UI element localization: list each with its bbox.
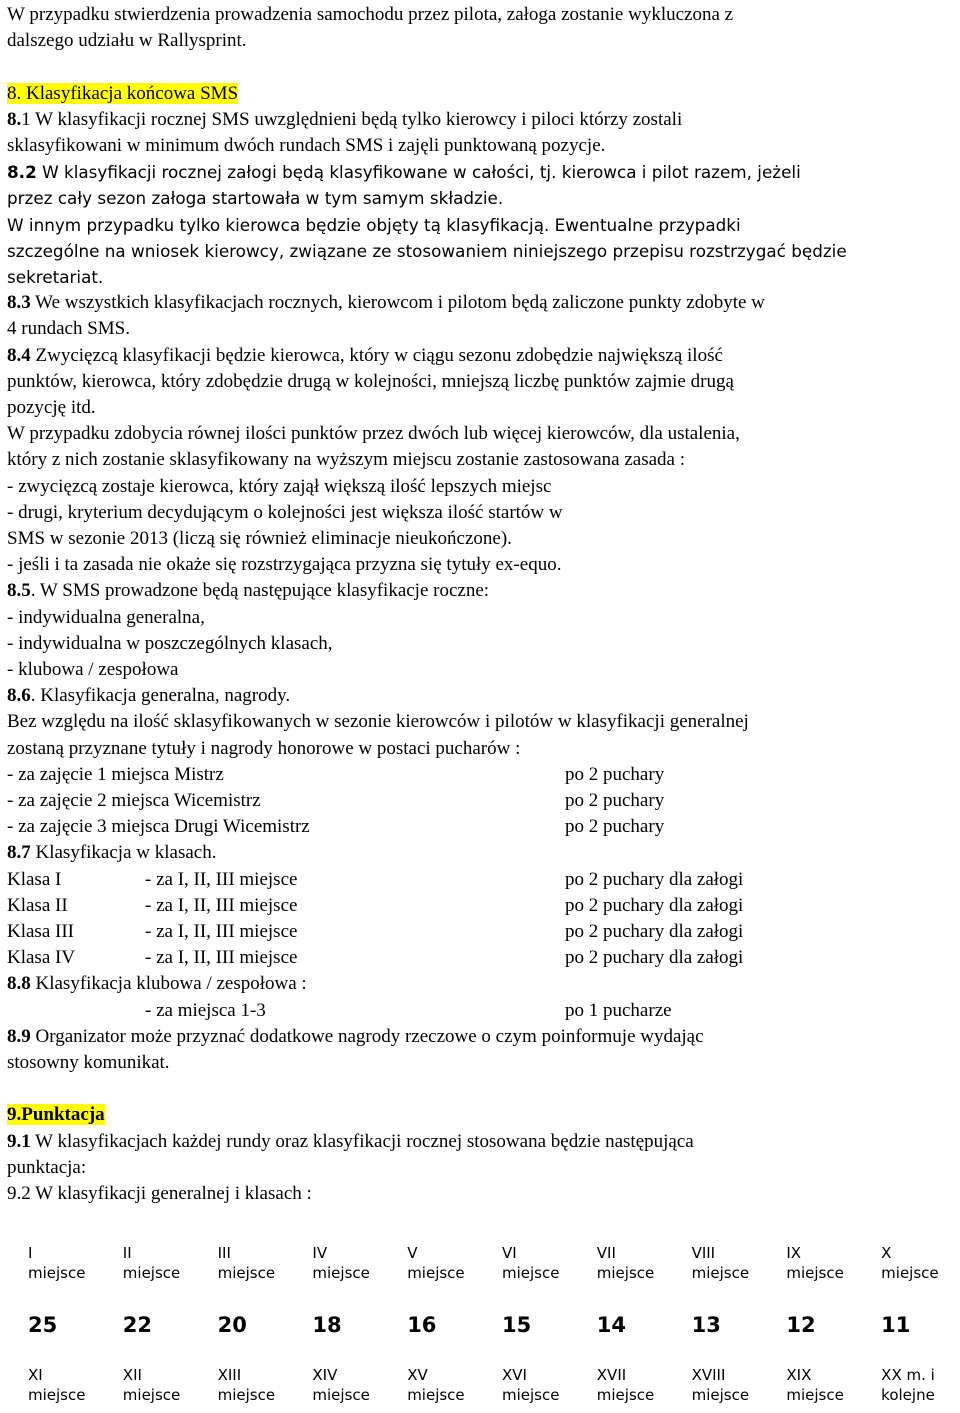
award-row	[7, 788, 957, 814]
points-table-row-positions-2	[12, 1357, 960, 1413]
position-caption: miejsce	[312, 1264, 370, 1282]
class-name: Klasa I	[7, 868, 62, 890]
intro-line-1: W przypadku stwierdzenia prowadzenia samochodu przez pilota, załoga zostanie wykluczona z	[7, 4, 734, 25]
paragraph-text: Organizator może przyznać dodatkowe nagrody rzeczowe o czym poinformuje wydając	[30, 1025, 704, 1047]
position-label: VIII	[691, 1244, 716, 1262]
paragraph-8-2-line-2: przez cały sezon załoga startowała w tym samym składzie.	[7, 188, 504, 209]
paragraph-text: 1 W klasyfikacji rocznej SMS uwzględnieni będą tylko kierowcy i piloci którzy zostali	[21, 108, 683, 130]
paragraph-8-5-line-4: - klubowa / zespołowa	[7, 659, 179, 681]
points-table-row-positions	[12, 1233, 960, 1301]
position-caption: miejsce	[217, 1264, 276, 1282]
class-name: Klasa IV	[7, 947, 76, 969]
position-label: IV	[312, 1244, 328, 1262]
table-cell	[296, 1233, 391, 1301]
intro-line-2: dalszego udziału w Rallysprint.	[7, 30, 247, 52]
table-cell	[391, 1357, 486, 1413]
table-cell	[486, 1357, 581, 1413]
paragraph-8-3-line-2: 4 rundach SMS.	[7, 318, 130, 340]
class-places: - za I, II, III miejsce	[145, 868, 298, 890]
award-prize: po 2 puchary	[565, 790, 665, 812]
paragraph-9-1-line-1	[7, 1129, 957, 1155]
class-places: - za I, II, III miejsce	[145, 947, 298, 969]
points-value: 25	[28, 1313, 58, 1337]
position-caption: miejsce	[691, 1264, 750, 1282]
award-row	[7, 762, 957, 788]
section-9-heading	[7, 1102, 957, 1128]
paragraph-8-5-line-1	[7, 578, 957, 604]
paragraph-8-5-line-3: - indywidualna w poszczególnych klasach,	[7, 632, 333, 654]
paragraph-8-1-line-1	[7, 107, 957, 133]
paragraph-number: 8.6	[7, 685, 31, 707]
table-cell	[770, 1357, 865, 1413]
paragraph-8-6-line-3: zostaną przyznane tytuły i nagrody honorowe w postaci pucharów :	[7, 737, 521, 759]
position-label: I	[28, 1244, 33, 1262]
class-places: - za I, II, III miejsce	[145, 894, 298, 916]
club-award-row	[7, 998, 957, 1024]
paragraph-text: Klasyfikacja klubowa / zespołowa :	[30, 973, 307, 995]
paragraph-number: 8.9	[7, 1025, 31, 1047]
class-prize: po 2 puchary dla załogi	[565, 894, 744, 916]
paragraph-text: . Klasyfikacja generalna, nagrody.	[30, 685, 291, 707]
award-label: - za zajęcie 2 miejsca Wicemistrz	[7, 790, 261, 812]
points-value: 15	[501, 1313, 532, 1337]
class-row	[7, 919, 957, 945]
paragraph-8-4-line-1	[7, 343, 957, 369]
class-row	[7, 945, 957, 971]
position-caption: miejsce	[312, 1386, 370, 1404]
position-caption: miejsce	[596, 1264, 655, 1282]
paragraph-8-5-line-2: - indywidualna generalna,	[7, 606, 205, 628]
position-label: III	[217, 1244, 231, 1262]
spacer	[7, 1076, 957, 1102]
position-label: XVI	[501, 1366, 527, 1384]
paragraph-8-2-line-1	[7, 159, 957, 185]
position-caption: miejsce	[122, 1264, 181, 1282]
points-table	[12, 1233, 960, 1413]
position-caption: miejsce	[217, 1386, 276, 1404]
position-caption: miejsce	[28, 1264, 86, 1282]
points-value: 11	[881, 1313, 911, 1337]
position-caption: miejsce	[786, 1264, 844, 1282]
paragraph-number: 2	[25, 162, 37, 183]
position-label: IX	[786, 1244, 802, 1262]
position-label: XX m. i	[881, 1366, 935, 1384]
table-cell	[12, 1357, 107, 1413]
position-label: XI	[28, 1366, 43, 1384]
paragraph-text: W klasyfikacjach każdej rundy oraz klasyfikacji rocznej stosowana będzie następująca	[30, 1130, 694, 1152]
table-cell	[12, 1233, 107, 1301]
paragraph-8-4-line-5: który z nich zostanie sklasyfikowany na wyższym miejscu zostanie zastosowana zasada :	[7, 449, 685, 471]
points-value: 18	[312, 1313, 342, 1337]
position-label: XIII	[217, 1366, 242, 1384]
paragraph-text: Zwycięzcą klasyfikacji będzie kierowca, który w ciągu sezonu zdobędzie największą ilość	[30, 344, 723, 366]
paragraph-8-9-line-1	[7, 1024, 957, 1050]
position-label: X	[881, 1244, 892, 1262]
paragraph-number: 8.	[7, 162, 26, 183]
class-row	[7, 893, 957, 919]
position-label: XV	[407, 1366, 428, 1384]
table-cell	[296, 1357, 391, 1413]
position-caption: miejsce	[122, 1386, 181, 1404]
paragraph-text: Klasyfikacja w klasach.	[30, 842, 217, 864]
points-value: 16	[407, 1313, 437, 1337]
position-label: V	[407, 1244, 418, 1262]
table-cell	[107, 1357, 202, 1413]
document-page	[7, 0, 957, 1207]
position-label: VII	[596, 1244, 616, 1262]
position-label: II	[122, 1244, 132, 1262]
position-caption: miejsce	[691, 1386, 750, 1404]
class-prize: po 2 puchary dla załogi	[565, 921, 744, 943]
position-caption: miejsce	[596, 1386, 655, 1404]
paragraph-8-6-line-2: Bez względu na ilość sklasyfikowanych w sezonie kierowców i pilotów w klasyfikacji generalnej	[7, 711, 749, 733]
award-prize: po 2 puchary	[565, 763, 665, 785]
position-label: XVII	[596, 1366, 627, 1384]
paragraph-8-4-line-9: - jeśli i ta zasada nie okaże się rozstrzygająca przyzna się tytuły ex-equo.	[7, 554, 562, 576]
paragraph-8-4-line-2: punktów, kierowca, który zdobędzie drugą w kolejności, mniejszą liczbę punktów zajmie drugą	[7, 370, 734, 392]
table-cell	[486, 1233, 581, 1301]
paragraph-8-4-line-4: W przypadku zdobycia równej ilości punktów przez dwóch lub więcej kierowców, dla ustalenia,	[7, 423, 740, 445]
paragraph-number: 9.1	[7, 1130, 31, 1152]
table-cell	[202, 1233, 297, 1301]
position-caption: miejsce	[407, 1386, 465, 1404]
spacer	[7, 54, 957, 80]
paragraph-8-4-line-7: - drugi, kryterium decydującym o kolejności jest większa ilość startów w	[7, 501, 563, 523]
paragraph-number: 8.8	[7, 973, 31, 995]
paragraph-number: 8.5	[7, 580, 31, 602]
class-prize: po 2 puchary dla załogi	[565, 947, 744, 969]
paragraph-8-4-line-3: pozycję itd.	[7, 397, 96, 419]
paragraph-8-8-line-1	[7, 971, 957, 997]
paragraph-number: 8.4	[7, 344, 31, 366]
class-places: - za I, II, III miejsce	[145, 921, 298, 943]
table-cell	[770, 1233, 865, 1301]
club-prize: po 1 pucharze	[565, 999, 672, 1021]
table-cell	[391, 1233, 486, 1301]
class-name: Klasa III	[7, 921, 74, 943]
paragraph-number: 8.	[7, 108, 22, 130]
points-value: 13	[691, 1313, 721, 1337]
points-value: 20	[217, 1313, 247, 1337]
award-row	[7, 814, 957, 840]
paragraph-8-7-line-1	[7, 840, 957, 866]
position-caption: kolejne	[881, 1386, 935, 1404]
table-cell	[865, 1233, 960, 1301]
position-label: XVIII	[691, 1366, 726, 1384]
award-label: - za zajęcie 3 miejsca Drugi Wicemistrz	[7, 816, 310, 838]
paragraph-9-2: 9.2 W klasyfikacji generalnej i klasach :	[7, 1182, 312, 1204]
table-cell	[107, 1233, 202, 1301]
position-caption: miejsce	[501, 1386, 560, 1404]
award-prize: po 2 puchary	[565, 816, 665, 838]
section-8-heading-text: 8. Klasyfikacja końcowa SMS	[7, 82, 239, 104]
paragraph-text: . W SMS prowadzone będą następujące klasyfikacje roczne:	[30, 580, 490, 602]
table-cell	[581, 1233, 676, 1301]
table-cell	[676, 1233, 771, 1301]
paragraph-8-4-line-6: - zwycięzcą zostaje kierowca, który zajął większą ilość lepszych miejsc	[7, 475, 552, 497]
position-label: XII	[122, 1366, 142, 1384]
paragraph-8-3-line-1	[7, 290, 957, 316]
paragraph-8-1-line-2: sklasyfikowani w minimum dwóch rundach SMS i zajęli punktowaną pozycje.	[7, 135, 606, 156]
position-caption: miejsce	[407, 1264, 465, 1282]
paragraph-8-2-line-5: sekretariat.	[7, 267, 104, 288]
position-label: XIX	[786, 1366, 812, 1384]
section-8-heading	[7, 81, 957, 107]
paragraph-8-4-line-8: SMS w sezonie 2013 (liczą się również eliminacje nieukończone).	[7, 528, 512, 550]
table-cell	[202, 1357, 297, 1413]
paragraph-8-2-line-3: W innym przypadku tylko kierowca będzie objęty tą klasyfikacją. Ewentualne przypadki	[7, 214, 741, 235]
points-table-row-points	[12, 1301, 960, 1357]
class-prize: po 2 puchary dla załogi	[565, 868, 744, 890]
points-value: 22	[122, 1313, 153, 1337]
class-row	[7, 867, 957, 893]
table-cell	[865, 1357, 960, 1413]
position-caption: miejsce	[28, 1386, 86, 1404]
table-cell	[581, 1357, 676, 1413]
points-value: 14	[596, 1313, 627, 1337]
club-places: - za miejsca 1-3	[145, 999, 266, 1021]
table-cell	[676, 1357, 771, 1413]
paragraph-9-1-line-2: punktacja:	[7, 1156, 87, 1178]
section-9-heading-text: 9.Punktacja	[7, 1104, 105, 1126]
position-label: XIV	[312, 1366, 338, 1384]
class-name: Klasa II	[7, 894, 68, 916]
position-caption: miejsce	[881, 1264, 939, 1282]
position-caption: miejsce	[501, 1264, 560, 1282]
paragraph-text: W klasyfikacji rocznej załogi będą klasyfikowane w całości, tj. kierowca i pilot razem, jeżeli	[36, 162, 801, 183]
paragraph-8-6-line-1	[7, 683, 957, 709]
paragraph-number: 8.7	[7, 842, 31, 864]
paragraph-text: We wszystkich klasyfikacjach rocznych, kierowcom i pilotom będą zaliczone punkty zdobyte w	[30, 292, 765, 314]
paragraph-8-9-line-2: stosowny komunikat.	[7, 1051, 170, 1073]
position-label: VI	[501, 1244, 517, 1262]
points-value: 12	[786, 1313, 816, 1337]
paragraph-number: 8.3	[7, 292, 31, 314]
paragraph-8-2-line-4: szczególne na wniosek kierowcy, związane ze stosowaniem niniejszego przepisu rozstrzygać będzie	[7, 240, 847, 261]
position-caption: miejsce	[786, 1386, 844, 1404]
award-label: - za zajęcie 1 miejsca Mistrz	[7, 763, 224, 785]
